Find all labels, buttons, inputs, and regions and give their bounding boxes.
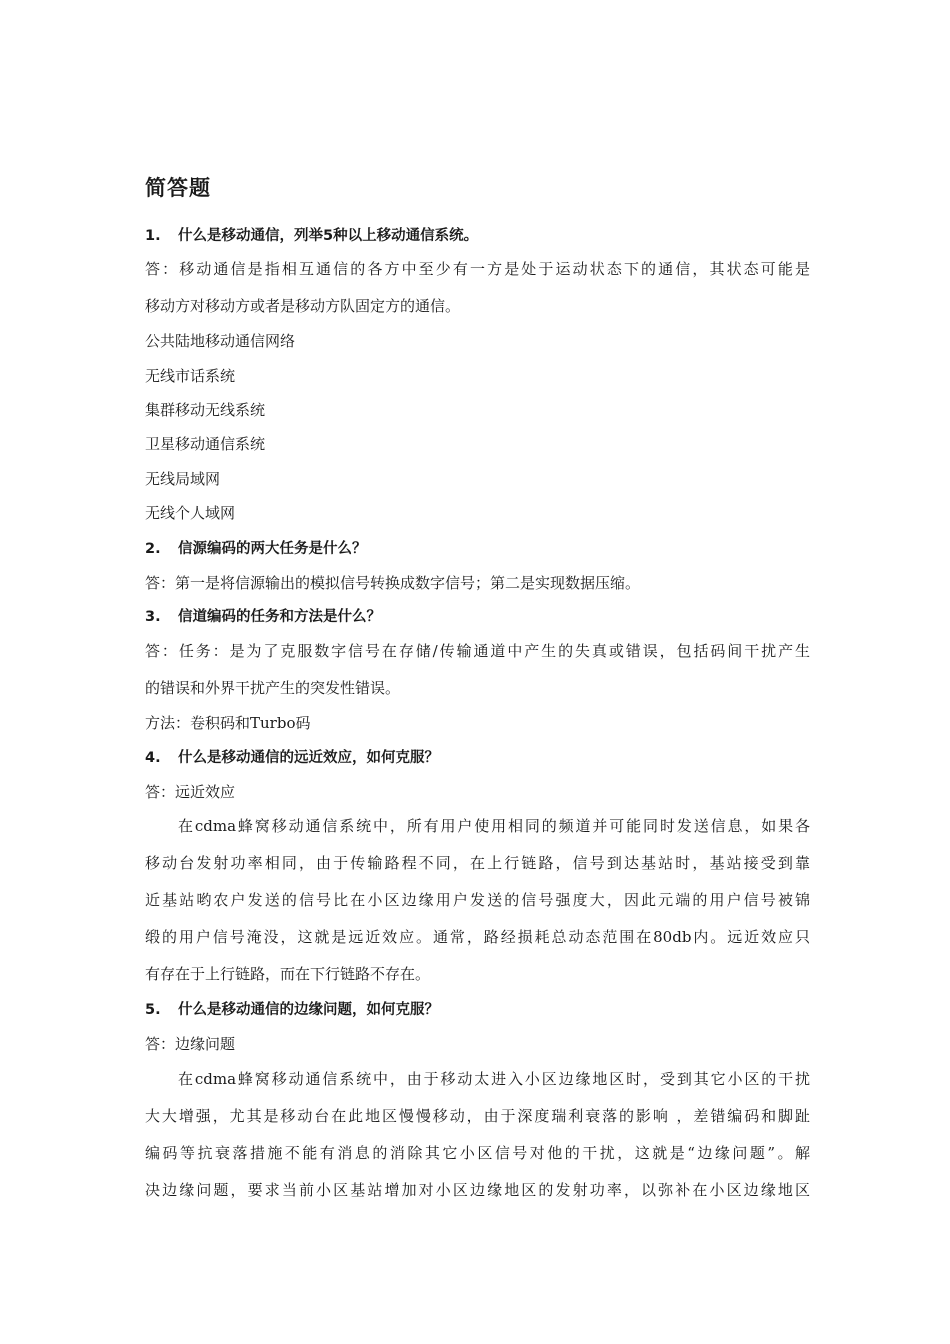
question-5: [145, 1000, 810, 1020]
paragraph-line: 大大增强，尤其是移动台在此地区慢慢移动，由于深度瑞利衰落的影响 ，差错编码和脚趾: [145, 1107, 810, 1125]
list-item: 公共陆地移动通信网络: [145, 332, 296, 350]
question-number: 2.: [145, 541, 161, 557]
answer-line: 答：第一是将信源输出的模拟信号转换成数字信号；第二是实现数据压缩。: [145, 574, 641, 592]
paragraph-line: 缎的用户信号淹没，这就是远近效应。通常，路经损耗总动态范围在80db内。远近效应只: [145, 928, 810, 946]
question-4: [145, 748, 810, 768]
paragraph-line: 移动台发射功率相同，由于传输路程不同，在上行链路，信号到达基站时，基站接受到靠: [145, 854, 810, 872]
paragraph-line: 近基站哟农户发送的信号比在小区边缘用户发送的信号强度大，因此元端的用户信号被锦: [145, 891, 810, 909]
paragraph-line: 在cdma蜂窝移动通信系统中，由于移动太进入小区边缘地区时，受到其它小区的干扰: [178, 1070, 810, 1088]
question-text: 什么是移动通信的远近效应，如何克服？: [178, 750, 439, 766]
question-3: [145, 607, 810, 627]
list-item: 无线个人域网: [145, 504, 236, 522]
list-item: 集群移动无线系统: [145, 401, 266, 419]
answer-line: 的错误和外界干扰产生的突发性错误。: [145, 679, 401, 697]
answer-line: 答：任务：是为了克服数字信号在存储/传输通道中产生的失真或错误，包括码间干扰产生: [145, 642, 810, 660]
paragraph-line: 在cdma蜂窝移动通信系统中，所有用户使用相同的频道并可能同时发送信息，如果各: [178, 817, 810, 835]
answer-line: 答：移动通信是指相互通信的各方中至少有一方是处于运动状态下的通信，其状态可能是: [145, 260, 810, 278]
answer-line: 移动方对移动方或者是移动方队固定方的通信。: [145, 297, 461, 315]
question-1: [145, 226, 810, 246]
paragraph-line: 编码等抗衰落措施不能有消息的消除其它小区信号对他的干扰，这就是“边缘问题”。解: [145, 1144, 810, 1162]
list-item: 卫星移动通信系统: [145, 435, 266, 453]
question-text: 信道编码的任务和方法是什么？: [178, 609, 381, 625]
question-number: 1.: [145, 228, 161, 244]
list-item: 无线市话系统: [145, 367, 236, 385]
question-text: 信源编码的两大任务是什么？: [178, 541, 367, 557]
question-number: 5.: [145, 1002, 161, 1018]
question-number: 4.: [145, 750, 161, 766]
answer-heading: 答：边缘问题: [145, 1035, 236, 1053]
question-number: 3.: [145, 609, 161, 625]
answer-heading: 答：远近效应: [145, 783, 236, 801]
page-title: 简答题: [145, 176, 211, 200]
question-text: 什么是移动通信，列举5种以上移动通信系统。: [178, 228, 479, 244]
question-text: 什么是移动通信的边缘问题，如何克服？: [178, 1002, 439, 1018]
question-2: [145, 539, 810, 559]
list-item: 无线局域网: [145, 470, 221, 488]
answer-line: 方法：卷积码和Turbo码: [145, 714, 311, 732]
paragraph-line: 有存在于上行链路，而在下行链路不存在。: [145, 965, 431, 983]
paragraph-line: 决边缘问题，要求当前小区基站增加对小区边缘地区的发射功率，以弥补在小区边缘地区: [145, 1181, 810, 1199]
